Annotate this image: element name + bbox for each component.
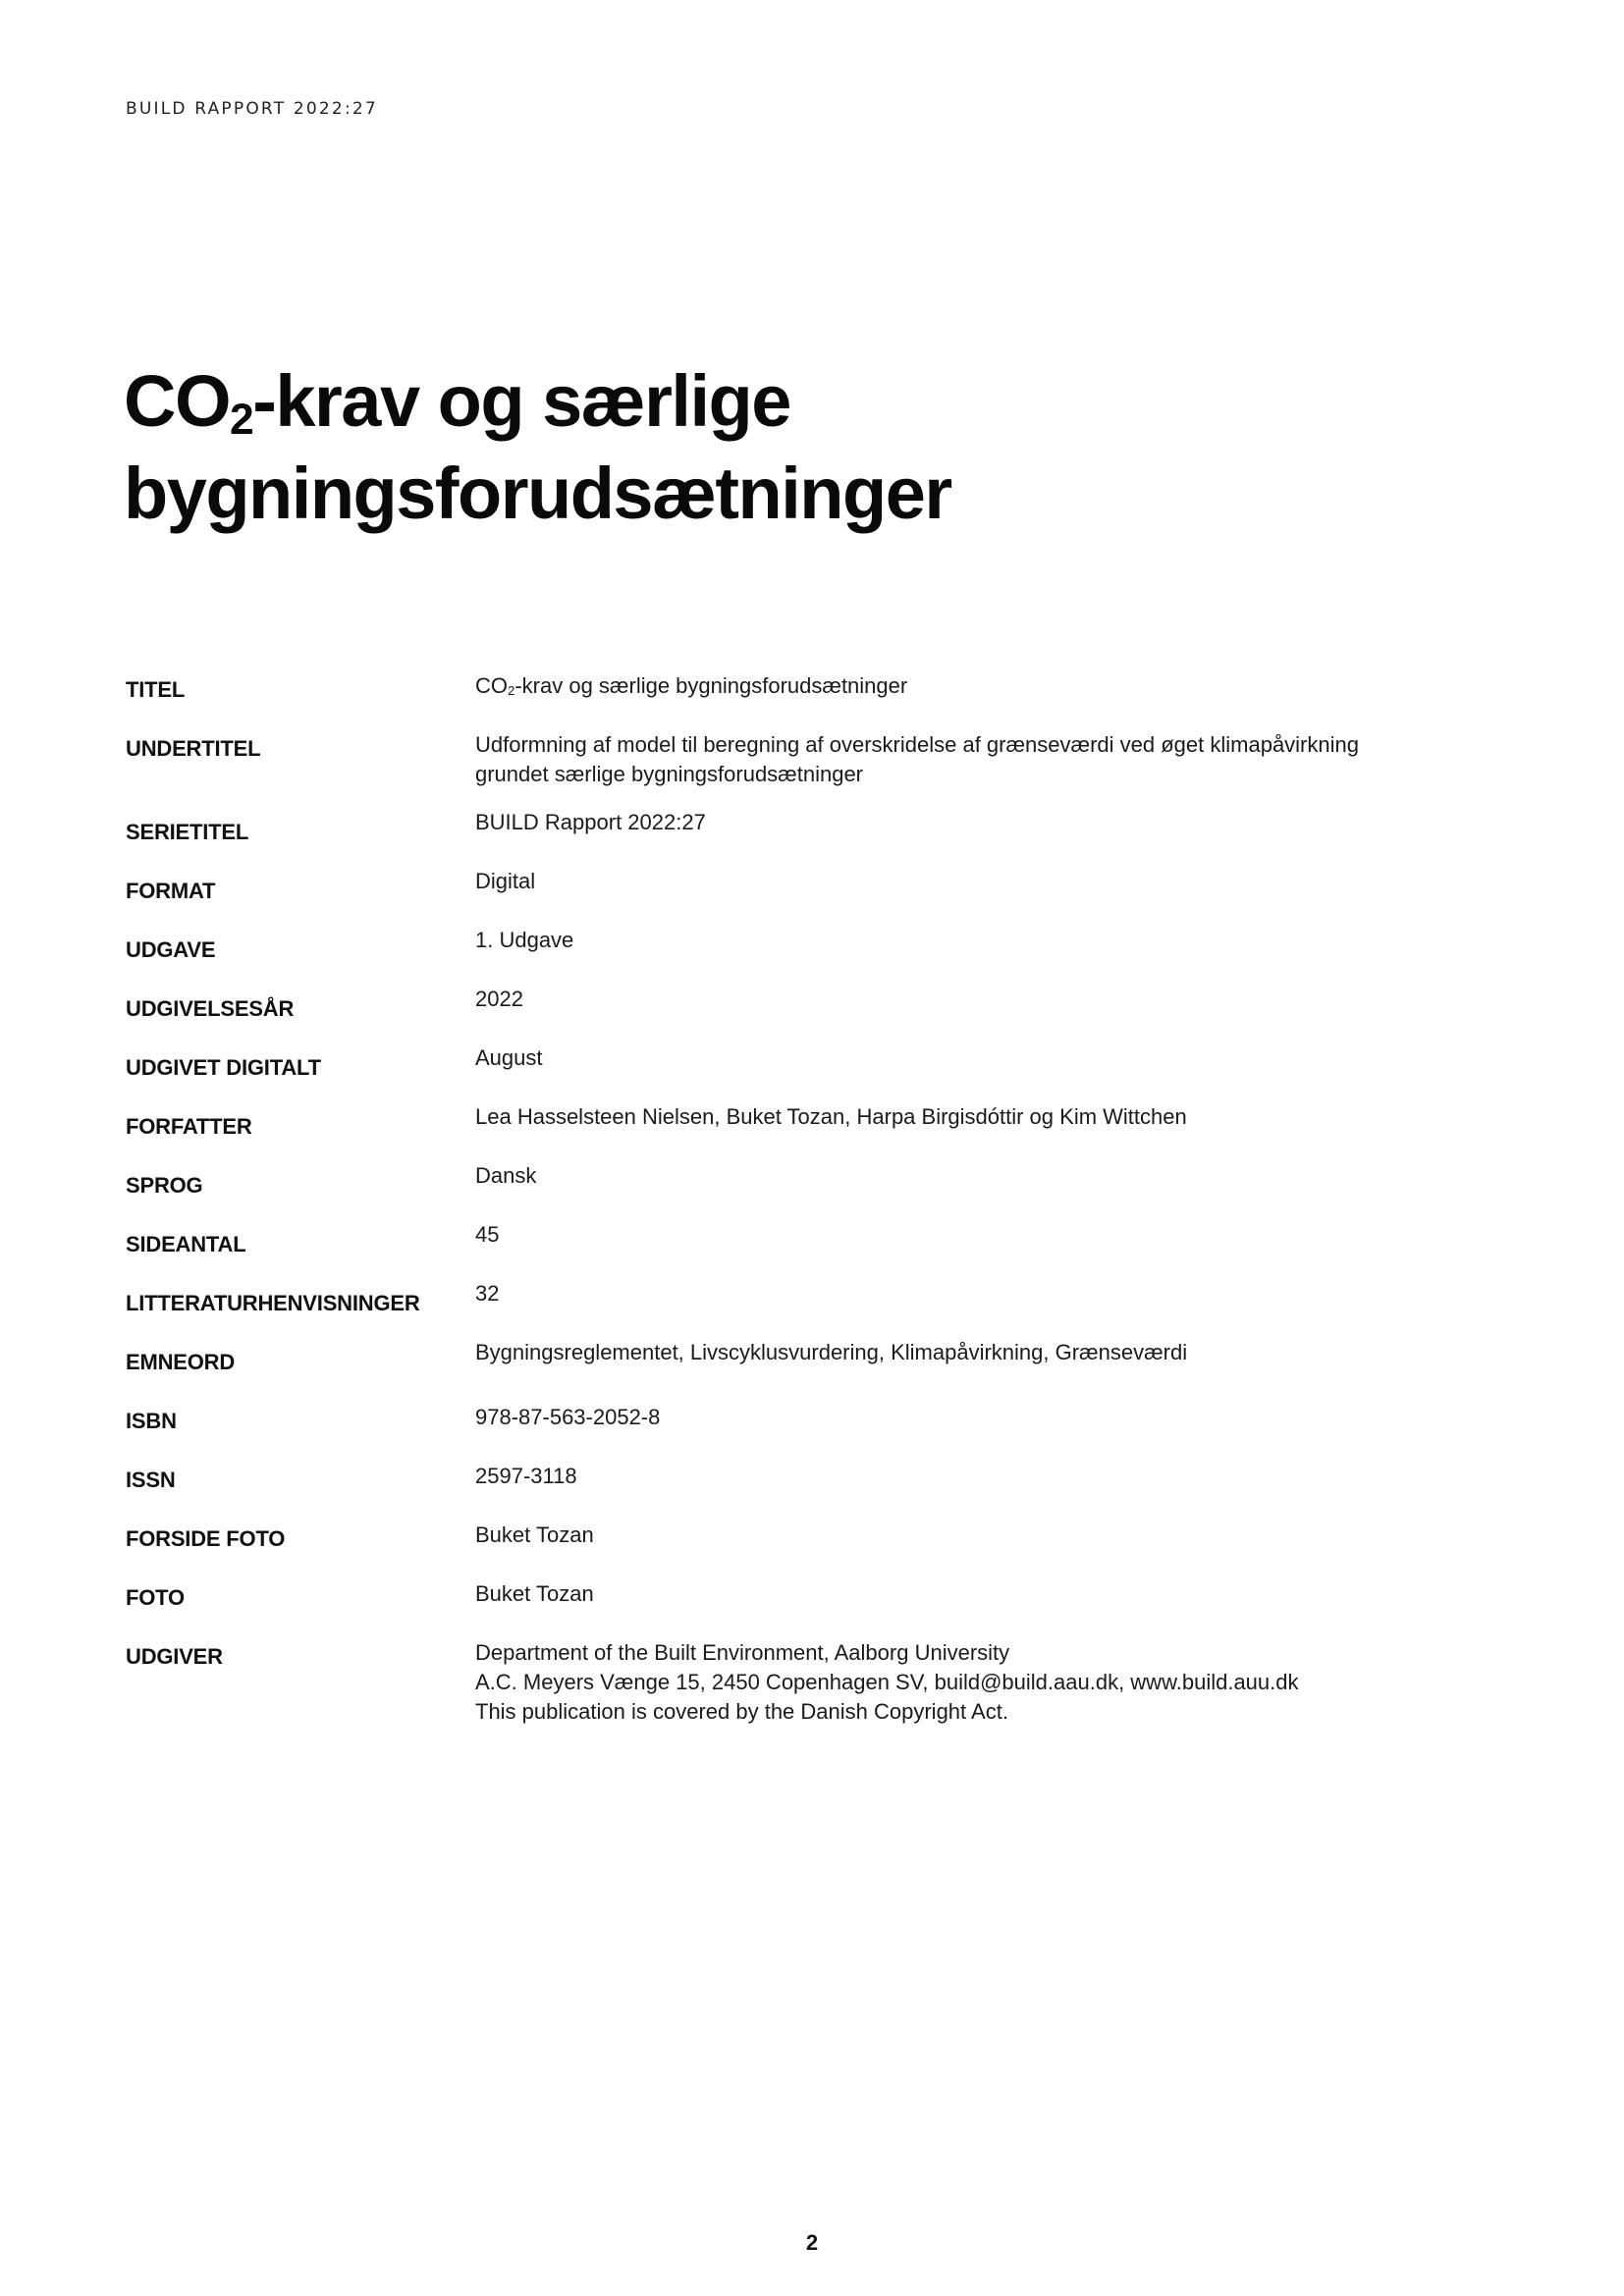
meta-label: UNDERTITEL [126,736,261,761]
meta-value: 1. Udgave [475,928,574,952]
meta-value: 978-87-563-2052-8 [475,1405,661,1429]
meta-value [475,1638,1516,1727]
meta-value: Dansk [475,1163,537,1188]
meta-value-rest: -krav og særlige bygningsforudsætninger [514,673,908,698]
meta-value: August [475,1045,543,1070]
meta-value: Bygningsreglementet, Livscyklusvurdering, Klimapåvirkning, Grænseværdi [475,1340,1188,1364]
meta-value-line: This publication is covered by the Danish Copyright Act. [475,1699,1008,1724]
meta-label: SIDEANTAL [126,1232,246,1256]
meta-value: 2597-3118 [475,1464,577,1488]
meta-value-line: A.C. Meyers Vænge 15, 2450 Copenhagen SV, build@build.aau.dk, www.build.auu.dk [475,1670,1299,1694]
title-subscript: 2 [230,395,253,444]
meta-value-line: Department of the Built Environment, Aalborg University [475,1640,1010,1665]
meta-value: 32 [475,1281,500,1306]
meta-label: FOTO [126,1585,185,1610]
meta-label: SPROG [126,1173,203,1198]
meta-label: LITTERATURHENVISNINGER [126,1291,420,1315]
meta-value: Digital [475,869,536,893]
meta-value [475,730,1516,789]
meta-label: UDGIVER [126,1644,223,1669]
title-line-2: bygningsforudsætninger [124,453,951,534]
title-line-1-rest: -krav og særlige [252,360,790,442]
meta-label: TITEL [126,677,186,702]
meta-value-line: grundet særlige bygningsforudsætninger [475,762,864,786]
meta-label: FORFATTER [126,1114,252,1139]
title-co: CO [124,360,230,442]
meta-value-line: Udformning af model til beregning af overskridelse af grænseværdi ved øget klimapåvirkning [475,732,1359,757]
meta-value-subscript: 2 [508,683,515,699]
meta-label: SERIETITEL [126,820,249,844]
meta-label: FORMAT [126,879,216,903]
meta-value: Lea Hasselsteen Nielsen, Buket Tozan, Harpa Birgisdóttir og Kim Wittchen [475,1104,1187,1129]
meta-label: UDGAVE [126,937,216,962]
meta-label: FORSIDE FOTO [126,1526,286,1551]
meta-label: UDGIVELSESÅR [126,996,295,1021]
title-line-1 [124,355,1400,448]
meta-label: UDGIVET DIGITALT [126,1055,321,1080]
running-header: BUILD RAPPORT 2022:27 [126,99,378,119]
meta-value-co: CO [475,673,508,698]
meta-value: 45 [475,1222,500,1247]
meta-value: BUILD Rapport 2022:27 [475,810,706,834]
page-title [124,355,1400,540]
meta-value [475,671,1516,701]
meta-label: ISBN [126,1409,177,1433]
meta-value: Buket Tozan [475,1522,594,1547]
meta-value: Buket Tozan [475,1581,594,1606]
meta-value: 2022 [475,987,523,1011]
page-number: 2 [805,2230,819,2255]
meta-label: EMNEORD [126,1350,236,1374]
meta-label: ISSN [126,1468,176,1492]
